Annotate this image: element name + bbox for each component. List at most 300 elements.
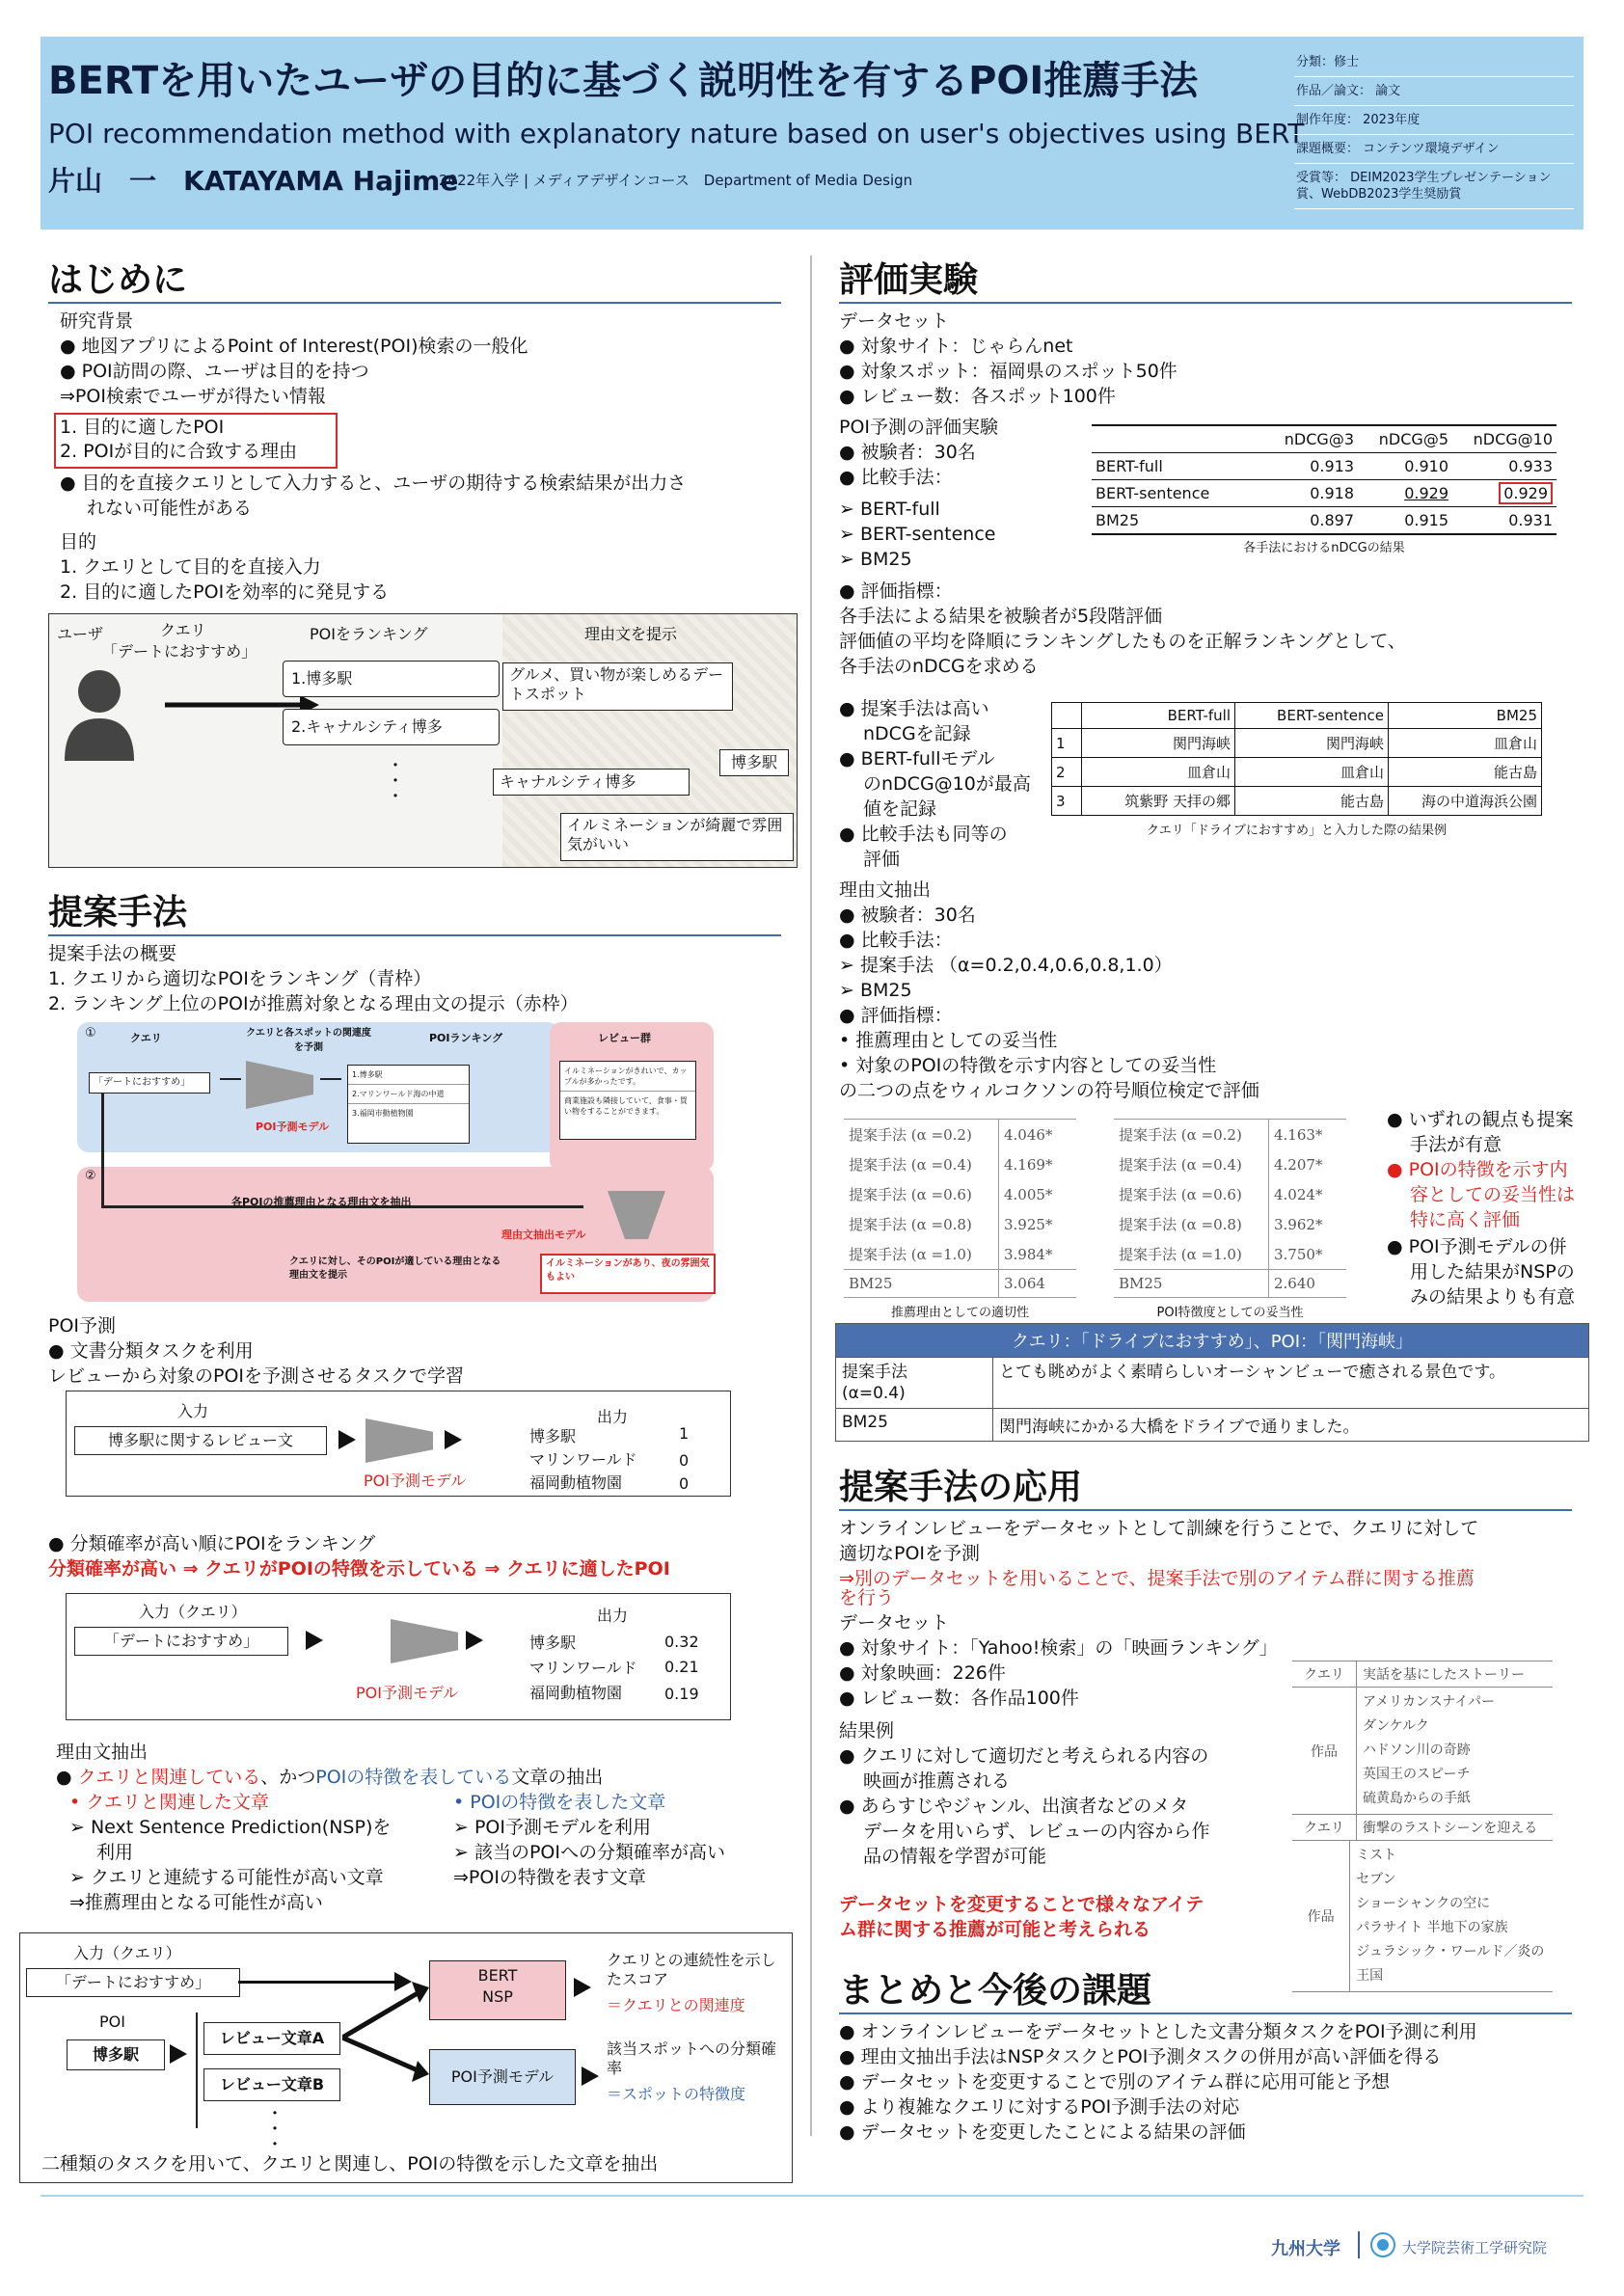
rank-label: POIをランキング [310, 625, 428, 643]
table-cell: 3.750* [1274, 1245, 1323, 1263]
pe-item: ➢ BM25 [839, 549, 912, 570]
app-conclusion: データセットを変更することで様々なアイテ [839, 1894, 1204, 1915]
university-logo: 九州大学 [1271, 2239, 1340, 2259]
movie-query: 実話を基にしたストーリー [1363, 1667, 1525, 1683]
example-sentence: とても眺めがよく素晴らしいオーシャンビューで癒される景色です。 [999, 1363, 1505, 1382]
reason-bubble: イルミネーションが綺麗で雰囲気がいい [560, 813, 794, 861]
output-label: 出力 [597, 1607, 629, 1625]
summary-item: ● より複雑なクエリに対するPOI予測手法の対応 [839, 2096, 1240, 2118]
finding-item: みの結果よりも有意 [1410, 1286, 1576, 1308]
rank-item: 2.キャナルシティ博多 [283, 709, 500, 745]
example-method-name: BM25 [836, 1409, 993, 1441]
reason-bubble: グルメ、買い物が楽しめるデートスポット [502, 662, 733, 711]
pr-item: ● 比較手法も同等の [839, 824, 1008, 845]
movie-title: パラサイト 半地下の家族 [1356, 1920, 1508, 1935]
result-table-wrap [1051, 702, 1542, 838]
query-label: クエリ [130, 1032, 162, 1044]
ranking-row: 2.マリンワールド海の中道 [348, 1085, 469, 1104]
step-number: ② [85, 1169, 96, 1183]
table-cell: 3.962* [1274, 1215, 1323, 1233]
pe-item: ➢ BERT-full [839, 499, 940, 520]
review-box: レビュー文章A [203, 2022, 340, 2055]
arrow-icon [466, 1631, 483, 1650]
table-header: nDCG@10 [1473, 430, 1553, 448]
pe-item: ➢ BERT-sentence [839, 524, 996, 545]
finding-item-highlight: ● POIの特徴を示す内 [1387, 1159, 1568, 1180]
goal-item: 2. 目的に適したPOIを効率的に発見する [60, 581, 390, 603]
extract-label: 各POIの推薦理由となる理由文を抽出 [231, 1196, 412, 1208]
table-cell: 関門海峡 [1082, 729, 1235, 758]
output-value: 0.21 [664, 1658, 699, 1676]
bg-item: ⇒POI検索でユーザが得たい情報 [60, 386, 326, 407]
movie-row-label: 作品 [1292, 1688, 1357, 1814]
user-icon [61, 664, 138, 761]
ranking-box [347, 1065, 470, 1144]
col-item: ➢ クエリと連続する可能性が高い文章 [69, 1867, 384, 1888]
ds-label: データセット [839, 1612, 950, 1634]
meta-item: 作品／論文： 論文 [1294, 77, 1574, 106]
result-box: イルミネーションがあり、夜の雰囲気もよい [540, 1254, 716, 1294]
section-rule [839, 2012, 1572, 2014]
table-cell: 0.910 [1404, 457, 1448, 475]
poi-output: 該当スポットへの分類確率 [607, 2039, 777, 2077]
output-name: マリンワールド [529, 1450, 637, 1469]
example-table [835, 1323, 1589, 1442]
wilcoxon-table-1-wrap [844, 1119, 1076, 1320]
col-item: ⇒POIの特徴を表す文章 [453, 1867, 646, 1888]
poi-label: POI [99, 2012, 125, 2031]
re-item: ➢ BM25 [839, 980, 912, 1001]
poi-train-figure [66, 1391, 731, 1497]
app-text: 適切なPOIを予測 [839, 1543, 981, 1564]
movie-table [1292, 1661, 1553, 1992]
user-label: ユーザ [57, 625, 104, 643]
rank-item: 1.博多駅 [283, 661, 500, 697]
school-name: 大学院芸術工学研究院 [1402, 2239, 1548, 2256]
table-header: nDCG@5 [1378, 430, 1448, 448]
meta-item: 分類：修士 [1294, 48, 1574, 77]
rank-item: ● 分類確率が高い順にPOIをランキング [48, 1533, 376, 1554]
ext-tail: 文章の抽出 [511, 1767, 604, 1788]
ranking-label: POIランキング [429, 1032, 503, 1044]
app-text: オンラインレビューをデータセットとして訓練を行うことで、クエリに対して [839, 1518, 1479, 1539]
table-cell: 提案手法 (α =0.4) [844, 1149, 999, 1179]
movie-title: アメリカンスナイパー [1363, 1694, 1496, 1710]
arrow-line [101, 1094, 104, 1207]
finding-item-highlight: 特に高く評価 [1410, 1209, 1521, 1230]
ds-item: ● 対象サイト：じゃらんnet [839, 336, 1073, 357]
finding-item: ● POI予測モデルの併 [1387, 1236, 1567, 1257]
col-item: ⇒推薦理由となる可能性が高い [69, 1892, 323, 1913]
output-name: 福岡動植物園 [529, 1473, 623, 1492]
meta-item: 課題概要： コンテンツ環境デザイン [1294, 135, 1574, 164]
table-cell: BERT-sentence [1096, 484, 1210, 502]
meta-list [1294, 48, 1574, 209]
summary-heading: まとめと今後の課題 [839, 1971, 1152, 2011]
table-cell: 提案手法 (α =0.6) [1114, 1179, 1269, 1209]
example-method-name: 提案手法 [842, 1363, 907, 1382]
rs-item: ● あらすじやジャンル、出演者などのメタ [839, 1796, 1189, 1817]
poi-model-box: POI予測モデル [429, 2049, 576, 2105]
table-cell: 4.024* [1274, 1185, 1323, 1203]
finding-item-highlight: 容としての妥当性は [1410, 1184, 1576, 1205]
poi-item: ● 文書分類タスクを利用 [48, 1340, 254, 1362]
goal-item: 1. クエリとして目的を直接入力 [60, 556, 321, 578]
needs-item: 1. 目的に適したPOI [60, 417, 225, 438]
movie-query-row [1292, 1815, 1553, 1841]
ext-label: 理由文抽出 [56, 1742, 149, 1763]
ds-item: ● 対象スポット：福岡県のスポット50件 [839, 361, 1177, 382]
bg-item: ● 目的を直接クエリとして入力すると、ユーザの期待する検索結果が出力さ [60, 473, 687, 494]
method-overview: 提案手法の概要 [48, 943, 177, 964]
movie-row-label: クエリ [1292, 1815, 1357, 1840]
model-label: POI予測モデル [364, 1472, 467, 1490]
ndcg-table-wrap [1092, 424, 1556, 555]
query-box: 「デートにおすすめ」 [26, 1968, 240, 1997]
output-name: 博多駅 [529, 1427, 577, 1445]
method-step: 1. クエリから適切なPOIをランキング（青枠） [48, 968, 432, 989]
output-value: 0.19 [664, 1685, 699, 1703]
movie-row-label: 作品 [1292, 1841, 1350, 1991]
movie-title: 硫黄島からの手紙 [1363, 1791, 1471, 1806]
pe-item: ● 評価指標： [839, 581, 953, 602]
review-box [559, 1061, 696, 1140]
table-header: BERT-sentence [1235, 703, 1389, 729]
movie-title: 英国王のスピーチ [1363, 1767, 1471, 1782]
poi-item: レビューから対象のPOIを予測させるタスクで学習 [48, 1365, 465, 1387]
ext-connector: 、かつ [260, 1767, 316, 1788]
show-label: クエリに対し、そのPOIが適している理由となる理由文を提示 [289, 1256, 501, 1281]
table-cell: 3.925* [1004, 1215, 1053, 1233]
finding-item: ● いずれの観点も提案 [1387, 1109, 1574, 1130]
summary-item: ● オンラインレビューをデータセットとした文書分類タスクをPOI予測に利用 [839, 2021, 1477, 2042]
re-label: 理由文抽出 [839, 879, 932, 901]
arrow-icon [338, 1430, 356, 1449]
reason-label: 理由文を提示 [584, 625, 678, 643]
arrow-line [320, 1078, 341, 1080]
table-cell: 関門海峡 [1235, 729, 1389, 758]
pe-label: POI予測の評価実験 [839, 417, 999, 438]
section-rule [48, 302, 781, 304]
example-method-alpha: (α=0.4) [842, 1384, 906, 1403]
table-cell: 0.915 [1404, 511, 1448, 529]
column-divider [810, 256, 812, 2136]
movie-works-row [1292, 1841, 1553, 1992]
result-table [1051, 702, 1542, 816]
table-cell: BM25 [1096, 511, 1140, 529]
output-value: 0 [679, 1474, 690, 1493]
input-box: 「デートにおすすめ」 [74, 1627, 288, 1656]
wilcoxon-table-1 [844, 1119, 1076, 1298]
movie-title: ショーシャンクの空に [1356, 1896, 1491, 1911]
school-emblem-icon [1369, 2231, 1396, 2258]
map-pin: 博多駅 [719, 749, 789, 776]
eval-heading: 評価実験 [839, 260, 979, 300]
wilcoxon-table-2 [1114, 1119, 1346, 1298]
movie-works-row [1292, 1688, 1553, 1815]
poi-rank-figure [66, 1593, 731, 1720]
movie-list [1357, 1688, 1501, 1814]
footer-divider [1358, 2231, 1360, 2258]
col-item: ➢ 該当のPOIへの分類確率が高い [453, 1842, 725, 1863]
movie-title: ハドソン川の奇跡 [1363, 1742, 1471, 1758]
model-shape [365, 1418, 433, 1463]
movie-query-row [1292, 1661, 1553, 1688]
output-name: 福岡動植物園 [529, 1684, 623, 1702]
pr-item: nDCGを記録 [863, 723, 971, 744]
app-text-highlight: ⇒別のデータセットを用いることで、提案手法で別のアイテム群に関する推薦 [839, 1568, 1475, 1589]
table-cell-highlight: 0.929 [1499, 482, 1553, 504]
output-value: 1 [679, 1424, 690, 1443]
col-heading: • POIの特徴を表した文章 [453, 1792, 666, 1813]
bg-item: ● 地図アプリによるPoint of Interest(POI)検索の一般化 [60, 336, 528, 357]
bracket [196, 2012, 198, 2128]
cross-arrows [342, 1972, 429, 2088]
table-cell: 4.005* [1004, 1185, 1053, 1203]
movie-row-label: クエリ [1292, 1661, 1357, 1687]
table-cell: BERT-full [1096, 457, 1163, 475]
bg-label: 研究背景 [60, 311, 134, 332]
query-label: クエリ [160, 621, 206, 639]
arrow-icon [170, 2044, 187, 2064]
table-header: BERT-full [1082, 703, 1235, 729]
ds-item: ● レビュー数：各スポット100件 [839, 386, 1116, 407]
bg-item: ● POI訪問の際、ユーザは目的を持つ [60, 361, 369, 382]
arrow-line [220, 1078, 241, 1080]
table-cell: 提案手法 (α =0.2) [1114, 1120, 1269, 1150]
ranking-row: 3.福岡市動植物園 [352, 1109, 414, 1118]
table-cell: 0.897 [1310, 511, 1354, 529]
table-cell: BM25 [844, 1270, 999, 1298]
ellipsis: ・ ・ ・ [387, 756, 404, 807]
poster-subtitle: POI recommendation method with explanatory nature based on user's objectives using BERT [48, 118, 1305, 149]
table-cell: 提案手法 (α =1.0) [844, 1239, 999, 1270]
finding-item: 用した結果がNSPの [1410, 1261, 1575, 1283]
table-caption: 推薦理由としての適切性 [890, 1306, 1029, 1320]
ext-footnote: 二種類のタスクを用いて、クエリと関連し、POIの特徴を示した文章を抽出 [41, 2153, 659, 2174]
example-sentence: 関門海峡にかかる大橋をドライブで通りました。 [999, 1418, 1360, 1437]
table-cell: 3.984* [1004, 1245, 1053, 1263]
section-rule [839, 1509, 1572, 1511]
pr-item: ● BERT-fullモデル [839, 748, 995, 770]
table-cell: 2 [1052, 758, 1082, 787]
table-header [1052, 703, 1082, 729]
table-cell: 0.931 [1508, 511, 1553, 529]
ext-poi-phrase: POIの特徴を表している [315, 1767, 512, 1788]
col-item: ➢ POI予測モデルを利用 [453, 1817, 652, 1838]
ext-query-phrase: クエリと関連している [77, 1767, 261, 1788]
meta-item: 受賞等： DEIM2023学生プレゼンテーション賞、WebDB2023学生奨励賞 [1294, 164, 1574, 209]
ds-item: ● レビュー数：各作品100件 [839, 1688, 1079, 1709]
relation-label: クエリと各スポットの関連度を予測 [246, 1028, 371, 1053]
input-label: 入力（クエリ） [73, 1944, 181, 1962]
author-name: 片山 一 KATAYAMA Hajime [48, 165, 459, 197]
movie-title: セブン [1356, 1872, 1396, 1887]
pe-item: ● 被験者：30名 [839, 442, 976, 463]
re-item: ● 評価指標： [839, 1005, 953, 1026]
method-step: 2. ランキング上位のPOIが推薦対象となる理由文の提示（赤枠） [48, 993, 579, 1014]
example-row [836, 1357, 1588, 1408]
pr-item: 評価 [863, 849, 901, 870]
arrow-icon [306, 1631, 323, 1650]
input-label: 入力（クエリ） [139, 1603, 247, 1621]
footer-rule [41, 2195, 1583, 2197]
table-caption: 各手法におけるnDCGの結果 [1243, 541, 1405, 555]
ranking-row: 1.博多駅 [348, 1066, 469, 1085]
model-shape [391, 1619, 458, 1663]
table-cell: 3 [1052, 787, 1082, 816]
summary-item: ● データセットを変更したことによる結果の評価 [839, 2121, 1246, 2143]
rs-item: データを用いらず、レビューの内容から作 [863, 1821, 1210, 1842]
arrow-icon [445, 1430, 462, 1449]
table-cell: 3.064 [1004, 1275, 1045, 1292]
re-item: • 推薦理由としての妥当性 [839, 1030, 1058, 1051]
summary-item: ● データセットを変更することで別のアイテム群に応用可能と予想 [839, 2071, 1390, 2093]
pr-item: 値を記録 [863, 798, 937, 820]
table-cell: 4.046* [1004, 1125, 1053, 1144]
meta-item: 制作年度： 2023年度 [1294, 106, 1574, 135]
summary-item: ● 理由文抽出手法はNSPタスクとPOI予測タスクの併用が高い評価を得る [839, 2046, 1442, 2067]
pr-item: ● 提案手法は高い [839, 698, 989, 719]
example-head: クエリ：「ドライブにおすすめ」、POI：「関門海峡」 [836, 1324, 1588, 1357]
table-cell: 0.929 [1404, 484, 1448, 502]
goal-label: 目的 [60, 531, 97, 553]
section-rule [839, 302, 1572, 304]
rank-explain: 分類確率が高い ⇒ クエリがPOIの特徴を示している ⇒ クエリに適したPOI [48, 1558, 670, 1580]
ext-summary [56, 1765, 603, 1790]
table-cell: 提案手法 (α =0.8) [1114, 1209, 1269, 1239]
output-name: 博多駅 [529, 1634, 577, 1652]
ds-item: ● 対象映画：226件 [839, 1662, 1006, 1684]
output-label: 出力 [597, 1408, 629, 1426]
col-heading: • クエリと関連した文章 [69, 1792, 269, 1813]
table-cell: 皿倉山 [1493, 735, 1537, 752]
output-name: マリンワールド [529, 1659, 637, 1677]
pr-item: のnDCG@10が最高 [863, 773, 1031, 795]
bert-nsp-box: BERT NSP [429, 1960, 566, 2020]
intro-figure [48, 613, 798, 868]
method-heading: 提案手法 [48, 893, 188, 932]
table-cell: BM25 [1114, 1270, 1269, 1298]
table-cell: 0.933 [1508, 457, 1553, 475]
re-item: ➢ 提案手法 （α=0.2,0.4,0.6,0.8,1.0） [839, 955, 1173, 976]
output-value: 0.32 [664, 1633, 699, 1651]
section-rule [48, 934, 781, 936]
col-item: ➢ Next Sentence Prediction(NSP)を [69, 1817, 392, 1838]
extract-model-label: 理由文抽出モデル [501, 1229, 586, 1241]
example-row [836, 1408, 1588, 1441]
table-cell: 能古島 [1235, 787, 1389, 816]
arrow-icon [582, 2066, 599, 2086]
movie-title: ジュラシック・ワールド／炎の王国 [1356, 1944, 1545, 1984]
table-cell: 0.913 [1310, 457, 1354, 475]
app-heading: 提案手法の応用 [839, 1468, 1083, 1507]
table-header [1092, 425, 1263, 453]
model-label: POI予測モデル [256, 1121, 329, 1133]
ellipsis: ・ ・ ・ [266, 2104, 284, 2155]
nsp-output: クエリとの連続性を示したスコア [607, 1951, 776, 1988]
input-label: 入力 [177, 1402, 209, 1420]
rs-item: 映画が推薦される [863, 1770, 1011, 1792]
review-row: イルミネーションがきれいで、カップルが多かったです。 [560, 1062, 695, 1092]
poi-output-meaning: ＝スポットの特徴度 [607, 2085, 746, 2103]
movie-title: ダンケルク [1363, 1718, 1429, 1734]
table-cell: 筑紫野 天拝の郷 [1082, 787, 1235, 816]
table-cell: 皿倉山 [1235, 758, 1389, 787]
example-method [836, 1358, 993, 1408]
ds-item: ● 対象サイト：「Yahoo!検索」の「映画ランキング」 [839, 1637, 1278, 1659]
poster-title: BERTを用いたユーザの目的に基づく説明性を有するPOI推薦手法 [48, 59, 1199, 103]
table-header: nDCG@3 [1284, 430, 1354, 448]
ds-label: データセット [839, 311, 950, 332]
app-conclusion: ム群に関する推薦が可能と考えられる [839, 1919, 1151, 1940]
pe-item: 各手法のnDCGを求める [839, 656, 1039, 677]
bullet: ● [56, 1767, 78, 1788]
table-cell: 4.163* [1274, 1125, 1323, 1144]
table-cell: 4.207* [1274, 1155, 1323, 1174]
col-item: 利用 [96, 1842, 134, 1863]
pe-item: ● 比較手法： [839, 467, 953, 488]
reviews-label: レビュー群 [598, 1032, 651, 1044]
table-caption: クエリ「ドライブにおすすめ」と入力した際の結果例 [1146, 824, 1448, 838]
table-cell: 0.918 [1310, 484, 1354, 502]
table-cell: 2.640 [1274, 1275, 1315, 1292]
wilcoxon-table-2-wrap [1114, 1119, 1346, 1320]
finding-item: 手法が有意 [1410, 1134, 1502, 1155]
table-header: BM25 [1496, 707, 1537, 724]
re-item: の二つの点をウィルコクソンの符号順位検定で評価 [839, 1080, 1259, 1101]
affiliation: 2022年入学 | メディアデザインコース Department of Media Design [439, 172, 913, 189]
extract-figure [19, 1932, 793, 2183]
map-pin: キャナルシティ博多 [493, 769, 690, 796]
table-caption: POI特徴度としての妥当性 [1156, 1306, 1304, 1320]
table-cell: 1 [1052, 729, 1082, 758]
step-number: ① [85, 1026, 96, 1040]
method-figure [77, 1022, 714, 1302]
review-row: 商業施設も隣接していて、食事・買い物をすることができます。 [564, 1096, 688, 1116]
table-cell: 提案手法 (α =0.8) [844, 1209, 999, 1239]
movie-query: 衝撃のラストシーンを迎える [1363, 1821, 1538, 1836]
intro-heading: はじめに [48, 260, 188, 300]
poi-box: 博多駅 [67, 2039, 165, 2070]
ndcg-table [1092, 424, 1556, 535]
table-cell: 能古島 [1493, 764, 1537, 781]
arrow-icon [574, 1978, 591, 1997]
rs-label: 結果例 [839, 1720, 895, 1742]
rs-item: 品の情報を学習が可能 [863, 1846, 1047, 1867]
pe-item: 各手法による結果を被験者が5段階評価 [839, 606, 1163, 627]
table-cell: 提案手法 (α =0.4) [1114, 1149, 1269, 1179]
output-value: 0 [679, 1451, 690, 1470]
table-cell: 提案手法 (α =0.6) [844, 1179, 999, 1209]
table-cell: 海の中道海浜公園 [1421, 793, 1537, 810]
nsp-output-meaning: ＝クエリとの関連度 [607, 1996, 745, 2014]
table-cell: 皿倉山 [1082, 758, 1235, 787]
app-text-highlight: を行う [839, 1587, 895, 1608]
rs-item: ● クエリに対して適切だと考えられる内容の [839, 1745, 1209, 1767]
re-item: ● 被験者：30名 [839, 905, 976, 926]
re-item: ● 比較手法： [839, 930, 953, 951]
input-box: 博多駅に関するレビュー文 [74, 1426, 327, 1455]
query-text: 「デートにおすすめ」 [102, 642, 257, 661]
pe-item: 評価値の平均を降順にランキングしたものを正解ランキングとして、 [839, 631, 1406, 652]
poi-label: POI予測 [48, 1315, 117, 1337]
table-cell: 4.169* [1004, 1155, 1053, 1174]
re-item: • 対象のPOIの特徴を示す内容としての妥当性 [839, 1055, 1217, 1076]
review-box: レビュー文章B [203, 2068, 340, 2101]
movie-list [1350, 1841, 1553, 1991]
movie-title: ミスト [1356, 1848, 1397, 1863]
